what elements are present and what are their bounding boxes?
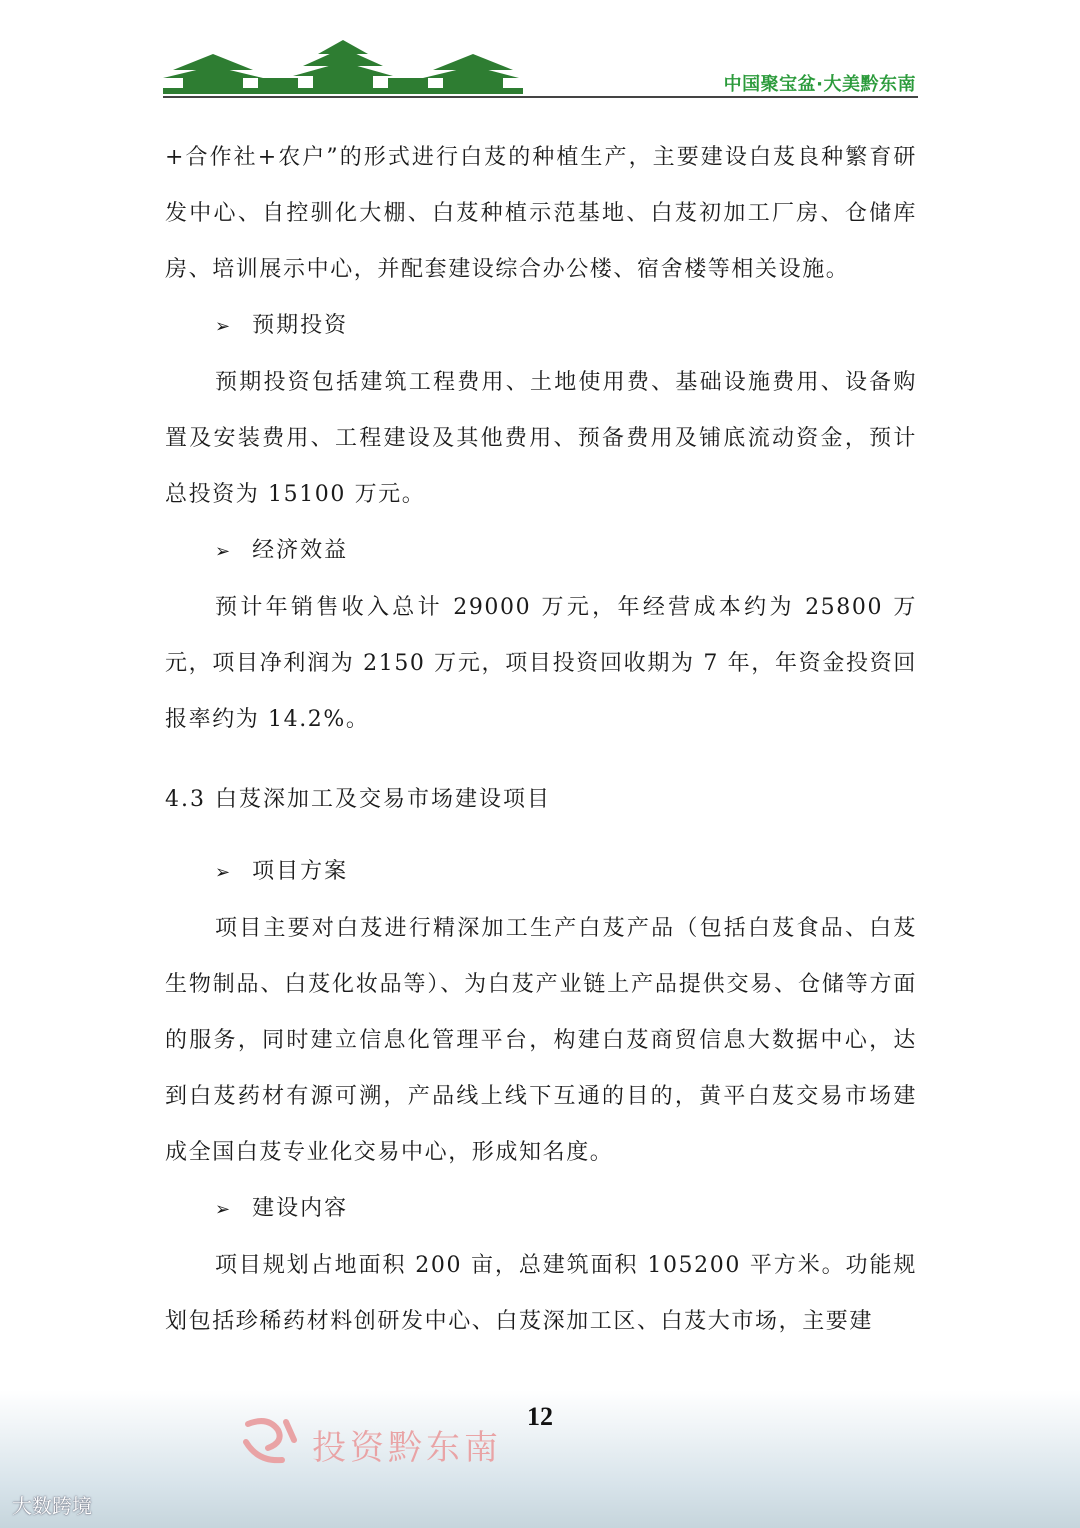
paragraph-cooperative: +合作社+农户”的形式进行白芨的种植生产，主要建设白芨良种繁育研发中心、自控驯化大棚、白芨种植示范基地、白芨初加工厂房、仓储库房、培训展示中心，并配套建设综合办公楼、宿舍楼等相关设施。: [165, 145, 917, 282]
page-header: [163, 36, 918, 100]
paragraph-plan: 项目主要对白芨进行精深加工生产白芨产品（包括白芨食品、白芨生物制品、白芨化妆品等）、为白芨产业链上产品提供交易、仓储等方面的服务，同时建立信息化管理平台，构建白芨商贸信息大数据中心，达到白芨药材有源可溯，产品线上线下互通的目的，黄平白芨交易市场建成全国白芨专业化交易中心，形成知名度。: [165, 916, 917, 1165]
heading-expected-investment: [165, 298, 917, 355]
watermark: 大数跨境: [12, 1494, 92, 1518]
arrow-bullet-icon: ➢: [215, 541, 233, 562]
heading-label: 预期投资: [252, 313, 349, 338]
arrow-bullet-icon: ➢: [215, 316, 233, 337]
heading-construction-content: [165, 1181, 917, 1238]
header-divider: [163, 96, 918, 98]
heading-label: 经济效益: [252, 538, 349, 563]
pagoda-bridge-icon: [163, 36, 523, 98]
heading-economic-benefit: [165, 523, 917, 580]
logo-icon: [238, 1412, 302, 1472]
heading-label: 项目方案: [252, 859, 349, 884]
footer-logo-text: 投资黔东南: [312, 1428, 502, 1468]
page-number: 12: [527, 1402, 553, 1431]
paragraph-benefit: 预计年销售收入总计 29000 万元，年经营成本约为 25800 万元，项目净利润为 2150 万元，项目投资回收期为 7 年，年资金投资回报率约为 14.2%。: [165, 595, 917, 732]
arrow-bullet-icon: ➢: [215, 862, 233, 883]
heading-project-plan: [165, 844, 917, 901]
document-body: [165, 130, 917, 1350]
paragraph-investment: 预期投资包括建筑工程费用、土地使用费、基础设施费用、设备购置及安装费用、工程建设及其他费用、预备费用及铺底流动资金，预计总投资为 15100 万元。: [165, 370, 917, 507]
paragraph-construction: 项目规划占地面积 200 亩，总建筑面积 105200 平方米。功能规划包括珍稀药材料创研发中心、白芨深加工区、白芨大市场，主要建: [165, 1253, 917, 1334]
section-heading-4-3: 4.3 白芨深加工及交易市场建设项目: [165, 787, 551, 812]
header-title: 中国聚宝盆·大美黔东南: [723, 74, 916, 95]
arrow-bullet-icon: ➢: [215, 1199, 233, 1220]
heading-label: 建设内容: [252, 1196, 349, 1221]
